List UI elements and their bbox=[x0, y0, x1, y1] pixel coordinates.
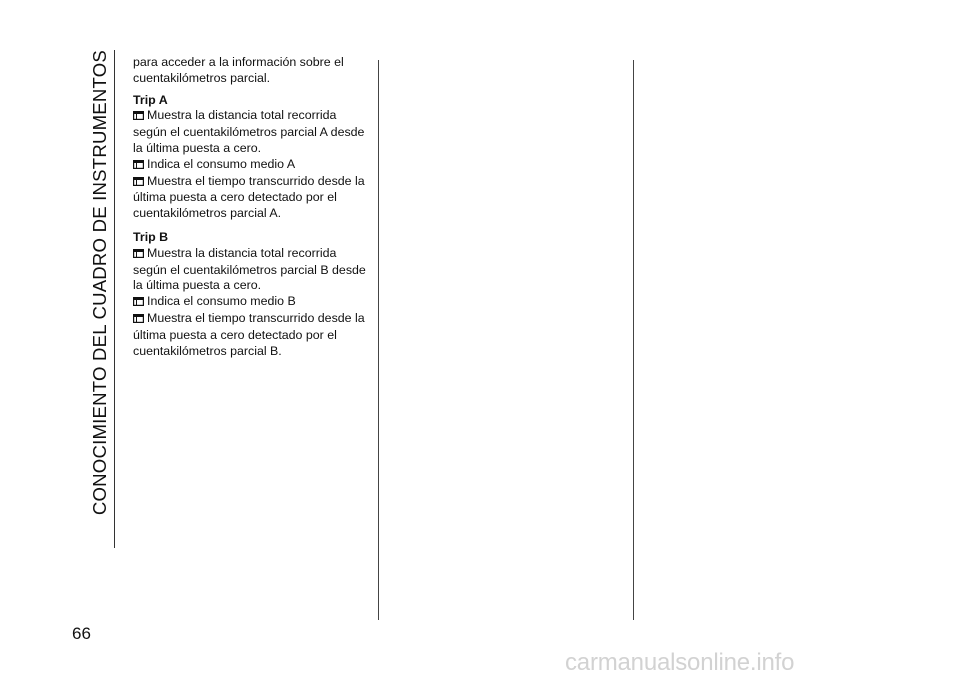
trip-b-consumption-text: Indica el consumo medio B bbox=[147, 294, 296, 309]
trip-b-time-text: Muestra el tiempo transcurrido desde la última puesta a cero detectado por el cuentakilómetros parcial B. bbox=[133, 310, 365, 358]
trip-display-icon bbox=[133, 295, 144, 311]
trip-b-consumption-entry bbox=[133, 294, 373, 311]
text-column bbox=[133, 55, 373, 367]
trip-a-distance-entry bbox=[133, 108, 373, 156]
trip-display-icon bbox=[133, 247, 144, 263]
trip-display-icon bbox=[133, 109, 144, 125]
page-number: 66 bbox=[72, 624, 91, 643]
trip-b-distance-entry bbox=[133, 246, 373, 294]
trip-b-time-entry bbox=[133, 311, 373, 359]
trip-a-heading: Trip A bbox=[133, 92, 168, 107]
trip-b-distance-text: Muestra la distancia total recorrida según el cuentakilómetros parcial B desde la última puesta a cero. bbox=[133, 245, 366, 293]
column-divider-left bbox=[378, 60, 379, 620]
trip-a-consumption-text: Indica el consumo medio A bbox=[147, 156, 296, 171]
intro-paragraph: para acceder a la información sobre el cuentakilómetros parcial. bbox=[133, 55, 344, 85]
trip-b-section bbox=[133, 230, 373, 359]
trip-a-section bbox=[133, 93, 373, 222]
trip-a-distance-text: Muestra la distancia total recorrida según el cuentakilómetros parcial A desde la última puesta a cero. bbox=[133, 108, 365, 155]
watermark-text[interactable]: carmanualsonline.info bbox=[565, 649, 795, 676]
section-title: CONOCIMIENTO DEL CUADRO DE INSTRUMENTOS bbox=[89, 50, 110, 516]
trip-display-icon bbox=[133, 158, 144, 174]
trip-display-icon bbox=[133, 175, 144, 191]
trip-b-heading: Trip B bbox=[133, 229, 169, 244]
trip-a-consumption-entry bbox=[133, 157, 373, 174]
trip-a-time-text: Muestra el tiempo transcurrido desde la última puesta a cero detectado por el cuentakilómetros parcial A. bbox=[133, 173, 365, 221]
trip-a-time-entry bbox=[133, 174, 373, 222]
sidebar-title-band bbox=[84, 50, 115, 548]
trip-display-icon bbox=[133, 312, 144, 328]
column-divider-right bbox=[633, 60, 634, 620]
